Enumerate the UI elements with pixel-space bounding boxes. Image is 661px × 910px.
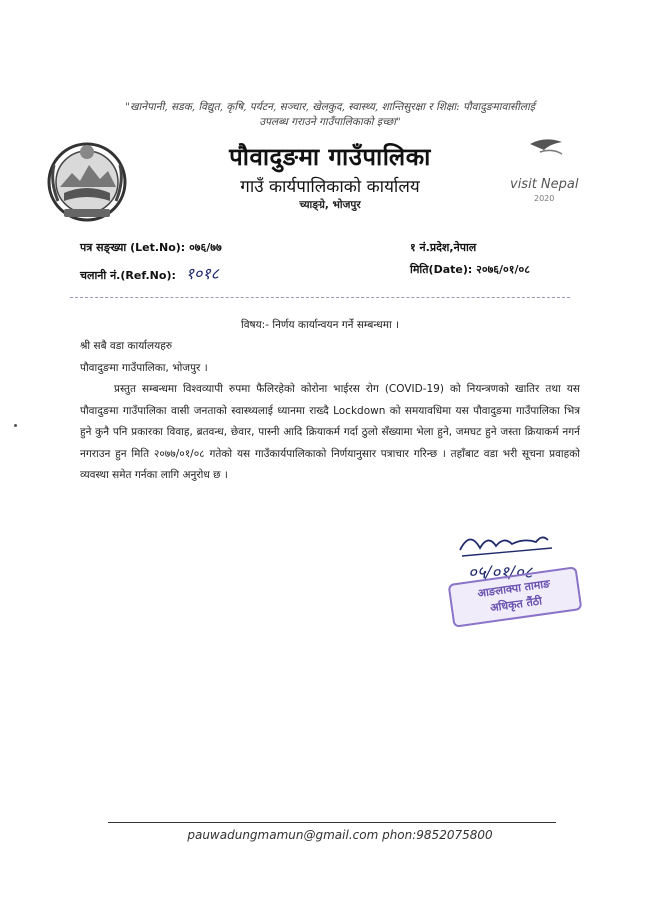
visit-nepal-text: visit Nepal [510,177,579,192]
date-value: २०७६/०१/०८ [476,263,530,276]
stamp-line-2: अधिकृत तैंठी [489,594,543,615]
signature-date: ०५/०१/०८ [468,563,533,583]
nepal-emblem-icon [42,135,132,225]
scan-speck [14,424,17,427]
page-title: पौवादुङमा गाउँपालिका [229,143,431,171]
letter-number [80,240,222,255]
visit-nepal-year: 2020 [534,194,555,203]
office-subtitle: गाउँ कार्यपालिकाको कार्यालय [240,177,420,197]
bird-icon [500,132,610,182]
letter-number-value: ०७६/७७ [189,241,222,254]
office-address: च्याङ्ग्रे, भोजपुर [299,199,361,211]
header-divider [70,297,570,298]
reference-number-label: चलानी नं.(Ref.No): [80,269,176,282]
footer-contact: pauwadungmamun@gmail.com phon:9852075800 [187,828,493,842]
footer-divider [108,822,556,823]
date-label: मिति(Date): [410,263,473,276]
province: १ नं.प्रदेश,नेपाल [410,241,477,254]
slogan [80,100,580,130]
slogan-line-2: उपलब्ध गराउने गाउँपालिकाको इच्छा" [259,116,401,128]
letter-subject: विषय:- निर्णय कार्यान्वयन गर्ने सम्बन्धमा । [240,319,400,331]
letter-number-label: पत्र सङ्ख्या (Let.No): [80,241,186,254]
slogan-line-1: "खानेपानी, सडक, विद्युत, कृषि, पर्यटन, सञ्चार, खेलकुद, स्वास्थ्य, शान्तिसुरक्षा र शिक्षा: पौवादुङमावासीलाई [125,101,535,113]
reference-number [80,262,219,284]
letter-body [80,336,580,487]
body-paragraph: प्रस्तुत सम्बन्धमा विश्वव्यापी रुपमा फैलिरहेको कोरोना भाईरस रोग (COVID-19) को नियन्त्रणको खातिर तथा यस पौवादुङमा गाउँपालिका वासी जनताको स्वास्थ्यलाई ध्यानमा राख्दै Lockdown को समयावधिमा यस पौवादुङमा गाउँपालिका भित्र हुने कुनै पनि प्रकारका विवाह, ब्रतवन्ध, छेवार, पास्नी आदि क्रियाकर्म गर्दा ठुलो सँख्यामा भेला हुने, जमघट हुने जस्ता क्रियाकर्म नगर्न नगराउन हुन मिति २०७७/०१/०८ गतेको यस गाउँकार्यपालिकाको निर्णयानुसार पत्राचार गरिन्छ । तहाँबाट वडा भरी सूचना प्रवाहको व्यवस्था समेत गर्नका लागि अनुरोध छ । [80,383,580,481]
visit-nepal-logo [500,132,610,212]
letter-date [410,262,530,277]
stamp-line-1: आङलाक्पा तामाङ [476,577,551,601]
reference-number-value: १०१८ [185,264,219,283]
recipient-line-2: पौवादुङमा गाउँपालिका, भोजपुर । [80,361,208,374]
recipient-line-1: श्री सबै वडा कार्यालयहरु [80,340,173,352]
